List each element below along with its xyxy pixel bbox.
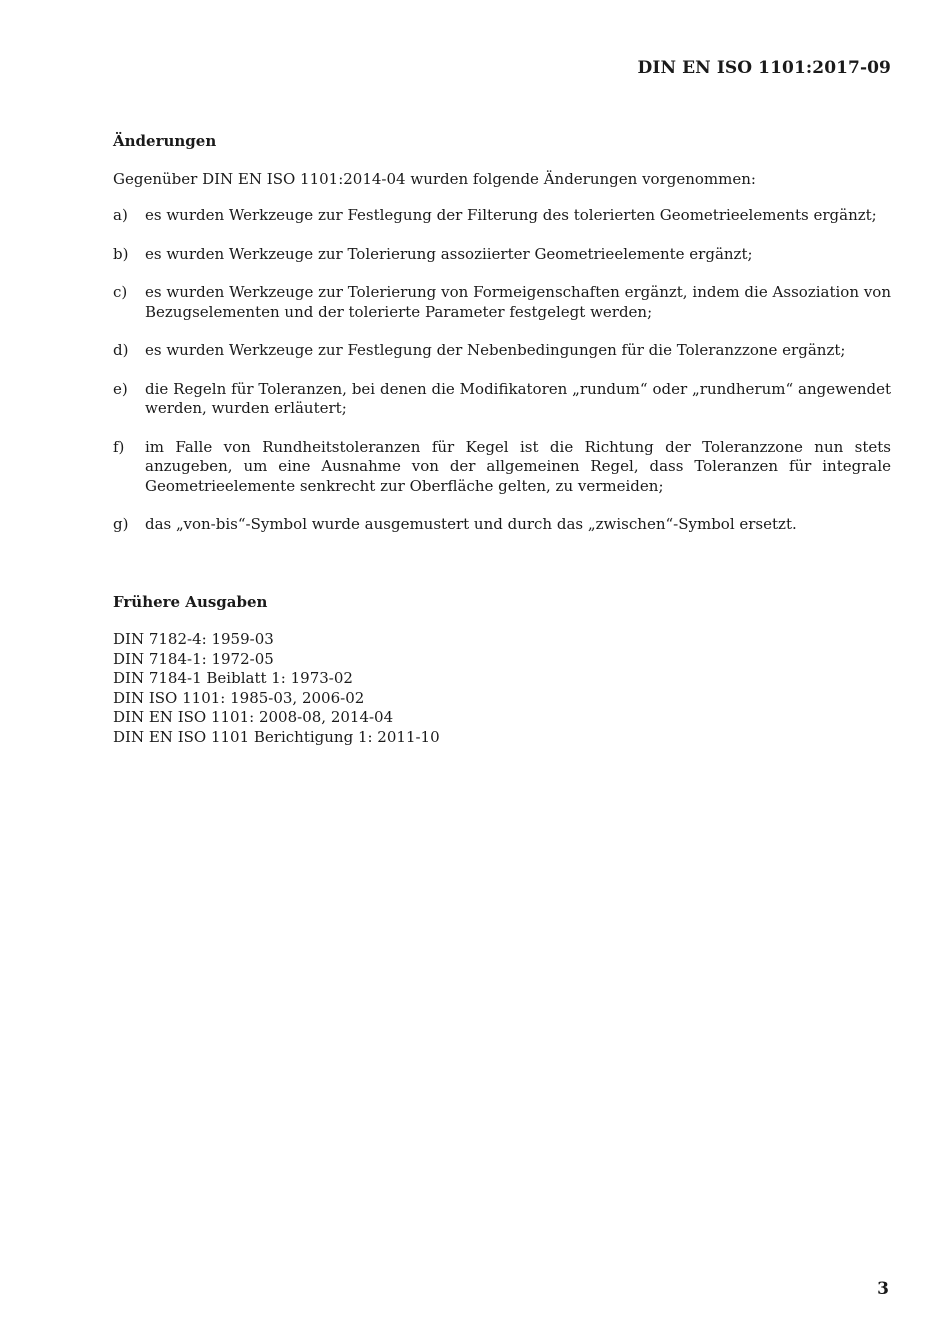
edition-item: DIN 7182-4: 1959-03 <box>113 630 274 648</box>
list-item-text: im Falle von Rundheitstoleranzen für Kegel ist die Richtung der Toleranzzone nun stets anzugeben, um eine Ausnahme von der allgemeinen Regel, dass Toleranzen für integrale Geometrieelemente senkrecht zur Oberfläche gelten, zu vermeiden; <box>145 437 891 495</box>
edition-item: DIN 7184-1 Beiblatt 1: 1973-02 <box>113 669 353 688</box>
previous-editions-list <box>113 630 891 748</box>
list-item-letter: g) <box>113 515 129 533</box>
list-item <box>113 341 891 361</box>
list-item-letter: b) <box>113 244 129 263</box>
edition-item: DIN EN ISO 1101 Berichtigung 1: 2011-10 <box>113 727 440 746</box>
previous-editions-heading: Frühere Ausgaben <box>113 592 268 611</box>
list-item-text: es wurden Werkzeuge zur Festlegung der Filterung des tolerierten Geometrieelements ergänzt; <box>145 206 877 224</box>
changes-intro: Gegenüber DIN EN ISO 1101:2014-04 wurden folgende Änderungen vorgenommen: <box>113 169 756 188</box>
document-body <box>113 132 891 748</box>
list-item <box>113 515 891 535</box>
list-item-letter: c) <box>113 283 128 301</box>
edition-item: DIN 7184-1: 1972-05 <box>113 649 274 668</box>
page-number: 3 <box>877 1279 889 1299</box>
list-item-text: es wurden Werkzeuge zur Festlegung der Nebenbedingungen für die Toleranzzone ergänzt; <box>145 341 846 359</box>
document-id: DIN EN ISO 1101:2017-09 <box>637 58 891 78</box>
list-item-text: es wurden Werkzeuge zur Tolerierung von Formeigenschaften ergänzt, indem die Assoziation von Bezugselementen und der tolerierte Parameter festgelegt werden; <box>145 283 891 321</box>
list-item-letter: e) <box>113 379 128 398</box>
list-item-letter: f) <box>113 437 125 456</box>
list-item <box>113 206 891 226</box>
list-item <box>113 283 891 322</box>
edition-item: DIN EN ISO 1101: 2008-08, 2014-04 <box>113 708 394 727</box>
changes-list <box>113 206 891 535</box>
list-item-text: das „von-bis“-Symbol wurde ausgemustert und durch das „zwischen“-Symbol ersetzt. <box>145 515 797 533</box>
list-item-letter: a) <box>113 206 128 224</box>
section-spacer <box>113 554 891 593</box>
changes-heading: Änderungen <box>113 132 217 150</box>
list-item-text: die Regeln für Toleranzen, bei denen die Modifikatoren „rundum“ oder „rundherum“ angewendet werden, wurden erläutert; <box>145 379 891 417</box>
list-item-letter: d) <box>113 341 129 359</box>
list-item <box>113 438 891 497</box>
edition-item: DIN ISO 1101: 1985-03, 2006-02 <box>113 688 365 707</box>
list-item <box>113 245 891 265</box>
list-item-text: es wurden Werkzeuge zur Tolerierung assoziierter Geometrieelemente ergänzt; <box>145 244 753 263</box>
list-item <box>113 380 891 419</box>
